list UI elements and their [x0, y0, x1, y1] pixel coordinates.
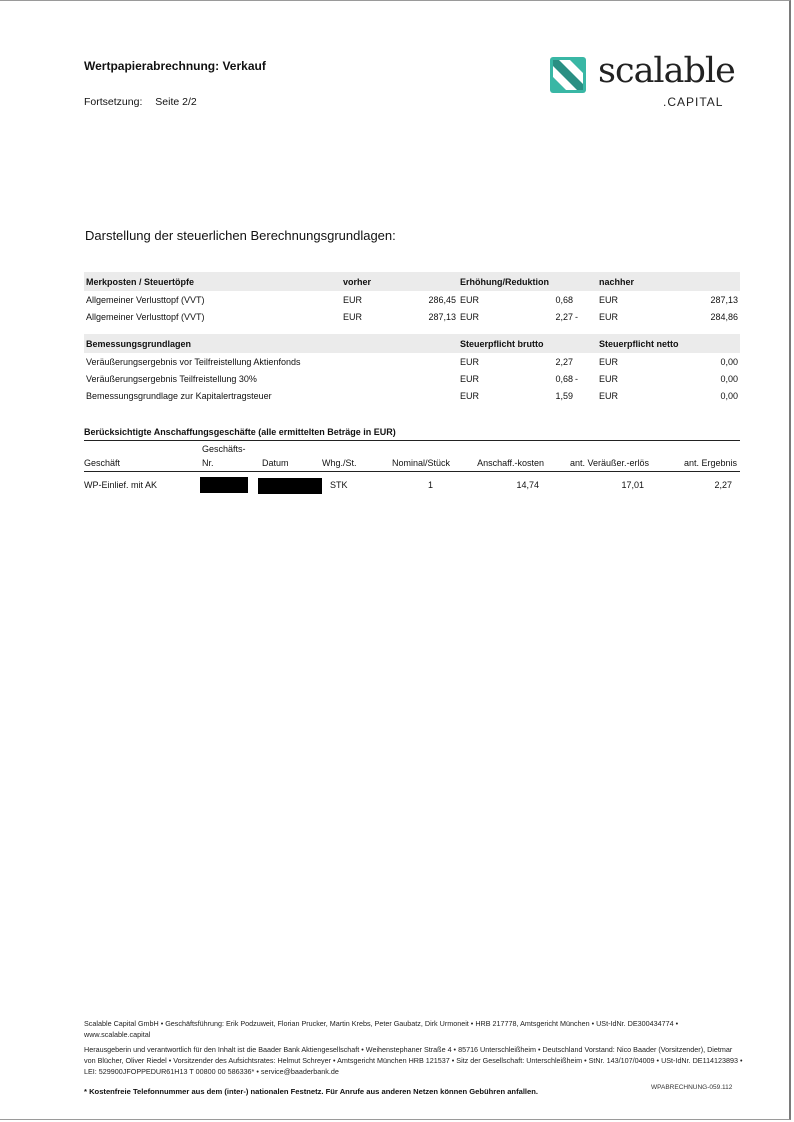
col-header: Steuerpflicht brutto — [458, 334, 597, 353]
amount: 2,27 — [555, 356, 573, 367]
divider — [84, 440, 740, 441]
amount: 287,13 — [710, 294, 739, 305]
col-header: Steuerpflicht netto — [597, 334, 740, 353]
acquisitions-title: Berücksichtigte Anschaffungsgeschäfte (alle ermittelten Beträge in EUR) — [84, 427, 396, 437]
page-number: Seite 2/2 — [155, 96, 197, 108]
merkposten-table — [84, 272, 740, 325]
currency: EUR — [599, 390, 619, 401]
col-header: Datum — [262, 458, 289, 468]
acquisition-type: WP-Einlief. mit AK — [84, 480, 158, 490]
table-row — [84, 291, 740, 308]
col-header: Bemessungsgrundlagen — [84, 334, 458, 353]
redacted-order-number — [200, 477, 248, 493]
col-header: Nr. — [202, 458, 214, 468]
currency: EUR — [460, 373, 480, 384]
continuation-line — [84, 96, 197, 108]
sign — [575, 387, 597, 404]
logo-mark-icon — [550, 57, 586, 93]
logo-subtitle: .CAPITAL — [663, 95, 724, 109]
row-label: Allgemeiner Verlusttopf (VVT) — [86, 294, 205, 305]
currency: EUR — [599, 311, 619, 322]
amount: 1,59 — [555, 390, 573, 401]
currency: EUR — [343, 294, 363, 305]
footer-bank-info: Herausgeberin und verantwortlich für den Inhalt ist die Baader Bank Aktiengesellschaft • Weihenstephaner Straße 4 • 85716 Unterschleißheim • Deutschland Vorstand: Nico Baader (Vorsitzender), Dietmar von Blücher, Oliver Riedel • Vorsitzender des Aufsichtsrates: Helmut Schreyer • Amtsgericht München HRB 121537 • Sitz der Gesellschaft: Unterschleißheim • StNr. 143/107/04009 • USt-IdNr. DE114123893 • LEI: 529900JFOPPEDUR61H13 T 00800 00 586336* • service@baaderbank.de — [84, 1045, 743, 1076]
sign — [575, 353, 597, 370]
amount: 284,86 — [710, 311, 739, 322]
col-header: Geschäft — [84, 458, 121, 468]
amount: 0,00 — [720, 373, 739, 384]
sign — [575, 291, 597, 308]
currency: EUR — [599, 356, 619, 367]
currency: EUR — [343, 311, 363, 322]
col-header: Nominal/Stück — [391, 458, 450, 468]
col-header: nachher — [597, 272, 740, 291]
col-header: Merkposten / Steuertöpfe — [84, 272, 341, 291]
col-header: ant. Veräußer.-erlös — [569, 458, 649, 468]
redacted-date — [258, 478, 322, 494]
table-row — [84, 353, 740, 370]
proceeds: 17,01 — [621, 480, 644, 490]
currency: EUR — [460, 294, 480, 305]
continuation-label: Fortsetzung: — [84, 96, 143, 108]
table-row — [84, 370, 740, 387]
amount: 0,68 — [555, 373, 573, 384]
scalable-capital-logo — [548, 53, 738, 113]
divider — [84, 471, 740, 472]
row-label: Veräußerungsergebnis vor Teilfreistellung Aktienfonds — [86, 356, 301, 367]
logo-wordmark: scalable — [598, 51, 735, 91]
currency: EUR — [460, 311, 480, 322]
document-title: Wertpapierabrechnung: Verkauf — [84, 59, 266, 73]
document-code: WPABRECHNUNG-059.112 — [651, 1084, 733, 1091]
col-header: Whg./St. — [322, 458, 357, 468]
amount: 0,68 — [555, 294, 574, 305]
bemessungsgrundlagen-table — [84, 334, 740, 404]
nominal-value: 1 — [427, 480, 433, 490]
amount: 0,00 — [720, 356, 739, 367]
acquisition-cost: 14,74 — [516, 480, 539, 490]
footer-company-info: Scalable Capital GmbH • Geschäftsführung: Erik Podzuweit, Florian Prucker, Martin Krebs, Peter Gaubatz, Dirk Urmoneit • HRB 217778, Amtsgericht München • USt-IdNr. DE300434774 • www.scalable.capital — [84, 1019, 679, 1039]
result: 2,27 — [714, 480, 732, 490]
sign: - — [575, 373, 578, 384]
amount: 2,27 — [555, 311, 574, 322]
currency: EUR — [460, 356, 480, 367]
amount: 287,13 — [428, 311, 457, 322]
currency: EUR — [460, 390, 480, 401]
col-header: Anschaff.-kosten — [477, 458, 544, 468]
col-header: ant. Ergebnis — [683, 458, 737, 468]
unit: STK — [330, 480, 348, 490]
footer-note: * Kostenfreie Telefonnummer aus dem (inter-) nationalen Festnetz. Für Anrufe aus anderen Netzen können Gebühren anfallen. — [84, 1087, 539, 1096]
col-header: Geschäfts- — [202, 444, 246, 454]
currency: EUR — [599, 294, 619, 305]
row-label: Allgemeiner Verlusttopf (VVT) — [86, 311, 205, 322]
row-label: Bemessungsgrundlage zur Kapitalertragsteuer — [86, 390, 272, 401]
amount: 0,00 — [720, 390, 739, 401]
bemessung-header-row — [84, 334, 740, 353]
col-header: Erhöhung/Reduktion — [458, 272, 597, 291]
table-row — [84, 387, 740, 404]
row-label: Veräußerungsergebnis Teilfreistellung 30% — [86, 373, 257, 384]
currency: EUR — [599, 373, 619, 384]
section-heading: Darstellung der steuerlichen Berechnungsgrundlagen: — [85, 228, 396, 243]
col-header: vorher — [341, 272, 458, 291]
sign: - — [575, 311, 579, 322]
table-row — [84, 308, 740, 325]
merkposten-header-row — [84, 272, 740, 291]
amount: 286,45 — [428, 294, 457, 305]
